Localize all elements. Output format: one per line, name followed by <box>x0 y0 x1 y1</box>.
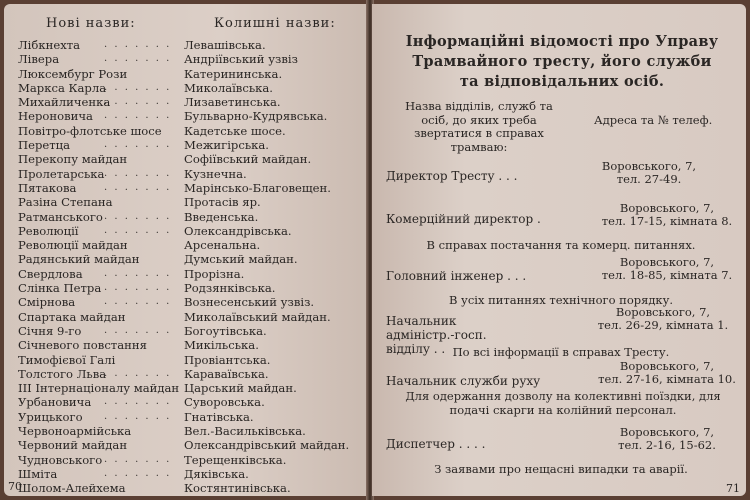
street-row <box>18 438 358 452</box>
new-street-name: Смірнова <box>18 295 76 310</box>
entry-address: Воровського, 7, тел. 2-16, 15-62. <box>618 425 716 452</box>
street-row <box>18 295 358 309</box>
old-street-name: Суворовська. <box>184 395 265 410</box>
street-row <box>18 367 358 381</box>
street-row <box>18 453 358 467</box>
new-street-name: Лівера <box>18 52 60 67</box>
old-street-name: Богоутівська. <box>184 323 267 338</box>
leader-dots: . . . . . . . <box>104 410 172 422</box>
new-street-name: Революції майдан <box>18 238 128 253</box>
leader-dots: . . . . . . . <box>104 224 172 236</box>
street-row <box>18 138 358 152</box>
street-row <box>18 167 358 181</box>
street-row <box>18 181 358 195</box>
old-street-name: Введенська. <box>184 209 259 224</box>
new-street-name: Шміта <box>18 466 58 481</box>
new-street-name: Разіна Степана <box>18 195 113 210</box>
old-street-name: Андріївський узвіз <box>184 52 298 67</box>
new-street-name: Урицького <box>18 409 83 424</box>
street-row <box>18 281 358 295</box>
street-row <box>18 338 358 352</box>
street-row <box>18 52 358 66</box>
new-street-name: Маркса Карла <box>18 80 107 95</box>
entry-note: По всі інформації в справах Тресту. <box>452 345 670 359</box>
entry-note: З заявами про нещасні випадки та аварії. <box>434 462 688 476</box>
old-street-name: Софіївський майдан. <box>184 152 312 167</box>
street-row <box>18 195 358 209</box>
old-street-name: Протасів яр. <box>184 195 261 210</box>
new-street-name: Шолом-Алейхема <box>18 481 126 496</box>
new-street-name: Радянський майдан <box>18 252 140 267</box>
street-row <box>18 95 358 109</box>
old-street-name: Провіантська. <box>184 352 271 367</box>
entry-address: Воровського, 7, тел. 18-85, кімната 7. <box>601 255 733 282</box>
old-street-name: Думський майдан. <box>184 252 298 267</box>
leader-dots: . . . . . . . <box>104 324 172 336</box>
new-street-name: Революції <box>18 223 79 238</box>
leader-dots: . . . . . . . <box>104 453 172 465</box>
column-header-address: Адреса та № телеф. <box>594 113 713 127</box>
new-street-name: Спартака майдан <box>18 309 126 324</box>
leader-dots: . . . . . . . <box>104 167 172 179</box>
street-row <box>18 481 358 495</box>
new-street-name: Свердлова <box>18 266 83 281</box>
old-street-name: Олександрівський майдан. <box>184 438 350 453</box>
old-street-name: Марінсько-Благовещен. <box>184 180 331 195</box>
old-street-name: Арсенальна. <box>184 238 261 253</box>
new-street-name: Січневого повстання <box>18 338 147 353</box>
new-street-name: Лібкнехта <box>18 38 81 52</box>
leader-dots: . . . . . . . <box>104 39 172 50</box>
old-street-name: Дяківська. <box>184 466 249 481</box>
old-street-name: Прорізна. <box>184 266 245 281</box>
street-row <box>18 267 358 281</box>
new-street-name: Ратманського <box>18 209 103 224</box>
leader-dots: . . . . . . . <box>104 81 172 93</box>
new-street-name: Михайличенка <box>18 95 111 110</box>
old-street-name: Микільська. <box>184 338 259 353</box>
page-number-right: 71 <box>726 482 740 495</box>
street-row <box>18 410 358 424</box>
new-street-name: Червоний майдан <box>18 438 128 453</box>
new-street-name: Перекопу майдан <box>18 152 128 167</box>
entry-note: В усіх питаннях технічного порядку. <box>448 293 674 307</box>
entry-address: Воровського, 7, тел. 26-29, кімната 1. <box>597 305 729 332</box>
leader-dots: . . . . . . . <box>104 181 172 193</box>
entry-name: Комерційний директор . <box>386 212 541 226</box>
entry-name: Начальник адміністр.-госп. відділу . . <box>386 314 487 356</box>
entry-address: Воровського, 7, тел. 27-49. <box>601 159 697 186</box>
street-row <box>18 152 358 166</box>
new-street-name: Повітро-флотське шосе <box>18 123 162 138</box>
header-old-names: Колишні назви: <box>214 16 336 31</box>
column-header-departments: Назва відділів, служб та осіб, до яких треба звертатися в справах трамваю: <box>405 99 553 154</box>
street-row <box>18 109 358 123</box>
street-row <box>18 324 358 338</box>
old-street-name: Вознесенський узвіз. <box>184 295 315 310</box>
old-street-name: Терещенківська. <box>184 452 287 467</box>
new-street-name: Пятакова <box>18 180 77 195</box>
street-row <box>18 353 358 367</box>
entry-address: Воровського, 7, тел. 17-15, кімната 8. <box>601 201 733 228</box>
entry-name: Директор Тресту . . . <box>386 169 518 183</box>
new-street-name: Тимофієвої Галі <box>18 352 116 367</box>
old-street-name: Кадетське шосе. <box>184 123 286 138</box>
new-street-name: Перетца <box>18 138 71 153</box>
street-row <box>18 252 358 266</box>
leader-dots: . . . . . . . <box>104 296 172 308</box>
right-page <box>372 4 746 496</box>
page-title: Інформаційні відомості про Управу Трамвайного тресту, його служби та відповідальних осіб. <box>405 33 719 90</box>
entry-name: Диспетчер . . . . <box>386 437 486 451</box>
old-street-name: Катерининська. <box>184 66 283 81</box>
new-street-name: Нероновича <box>18 109 93 124</box>
old-street-name: Лизаветинська. <box>184 95 281 110</box>
leader-dots: . . . . . . . <box>104 267 172 279</box>
old-street-name: Левашівська. <box>184 38 266 52</box>
leader-dots: . . . . . . . <box>104 139 172 151</box>
street-row <box>18 124 358 138</box>
new-street-name: Чудновського <box>18 452 103 467</box>
old-street-name: Олександрівська. <box>184 223 292 238</box>
street-row <box>18 381 358 395</box>
street-row <box>18 210 358 224</box>
header-new-names: Нові назви: <box>46 16 136 31</box>
old-street-name: Царський майдан. <box>184 381 297 396</box>
old-street-name: Миколаївська. <box>184 80 273 95</box>
leader-dots: . . . . . . . <box>104 96 172 108</box>
new-street-name: Слінка Петра <box>18 281 102 296</box>
entry-name: Головний інженер . . . <box>386 269 527 283</box>
new-street-name: Пролетарська <box>18 166 105 181</box>
leader-dots: . . . . . . . <box>104 282 172 294</box>
leader-dots: . . . . . . . <box>104 110 172 122</box>
entry-address: Воровського, 7, тел. 27-16, кімната 10. <box>598 359 736 386</box>
leader-dots: . . . . . . . <box>104 367 172 379</box>
street-row <box>18 38 358 52</box>
new-street-name: Урбановича <box>18 395 92 410</box>
leader-dots: . . . . . . . <box>104 467 172 479</box>
street-row <box>18 395 358 409</box>
page-number-left: 70 <box>8 480 22 493</box>
leader-dots: . . . . . . . <box>104 396 172 408</box>
street-row <box>18 310 358 324</box>
street-row <box>18 67 358 81</box>
new-street-name: Січня 9-го <box>18 323 82 338</box>
entry-name: Начальник служби руху <box>386 374 541 388</box>
entry-note: Для одержання дозволу на колективні поїздки, для подачі скарги на колійний персонал. <box>405 389 721 417</box>
old-street-name: Бульварно-Кудрявська. <box>184 109 328 124</box>
old-street-name: Родзянківська. <box>184 281 276 296</box>
street-row <box>18 81 358 95</box>
old-street-name: Гнатівська. <box>184 409 254 424</box>
entry-note: В справах постачання та комерц. питаннях. <box>426 238 696 252</box>
street-name-list <box>18 38 358 496</box>
old-street-name: Костянтинівська. <box>184 481 291 496</box>
new-street-name: Червоноармійська <box>18 424 132 439</box>
old-street-name: Миколаївський майдан. <box>184 309 331 324</box>
new-street-name: Толстого Льва <box>18 366 107 381</box>
old-street-name: Вел.-Васильківська. <box>184 424 306 439</box>
left-page <box>4 4 368 496</box>
street-row <box>18 238 358 252</box>
leader-dots: . . . . . . . <box>104 53 172 65</box>
new-street-name: Люксембург Рози <box>18 66 128 81</box>
leader-dots: . . . . . . . <box>104 210 172 222</box>
old-street-name: Межигірська. <box>184 138 269 153</box>
street-row <box>18 424 358 438</box>
old-street-name: Кузнечна. <box>184 166 247 181</box>
new-street-name: III Інтернаціоналу майдан <box>18 381 180 396</box>
street-row <box>18 224 358 238</box>
street-row <box>18 467 358 481</box>
old-street-name: Караваївська. <box>184 366 269 381</box>
